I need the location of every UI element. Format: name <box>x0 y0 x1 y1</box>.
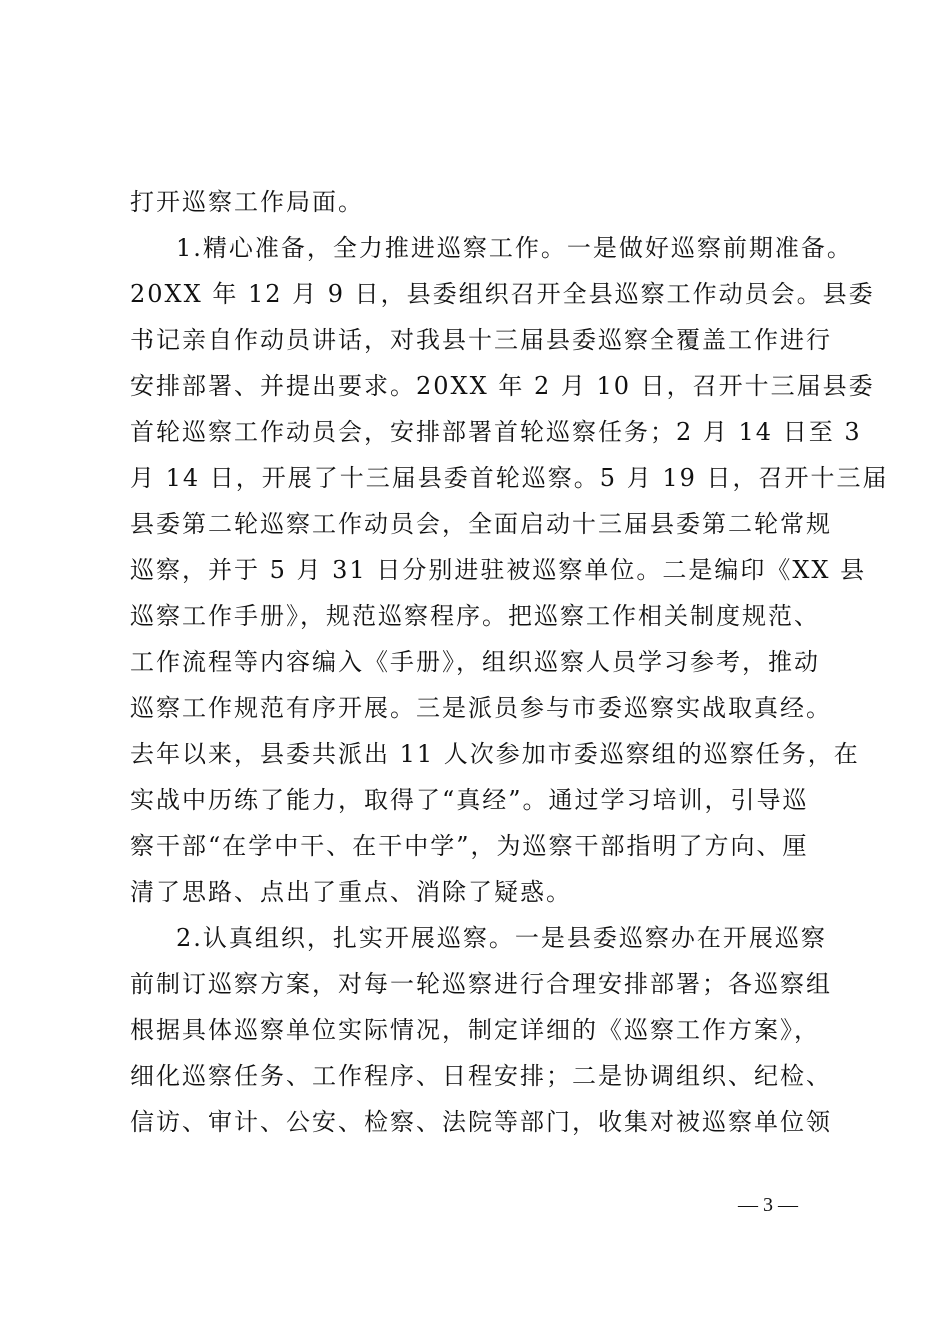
text-line: 实战中历练了能力，取得了“真经”。通过学习培训，引导巡 <box>130 786 809 814</box>
page-number: — 3 — <box>738 1194 798 1216</box>
paragraph-2-first-line: 2.认真组织，扎实开展巡察。一是县委巡察办在开展巡察 <box>176 924 827 952</box>
text-line: 书记亲自作动员讲话，对我县十三届县委巡察全覆盖工作进行 <box>130 326 832 354</box>
text-line: 察干部“在学中干、在干中学”，为巡察干部指明了方向、厘 <box>130 832 809 860</box>
text-line: 巡察工作规范有序开展。三是派员参与市委巡察实战取真经。 <box>130 694 832 722</box>
text-line: 根据具体巡察单位实际情况，制定详细的《巡察工作方案》， <box>130 1016 820 1044</box>
text-line: 首轮巡察工作动员会，安排部署首轮巡察任务；2 月 14 日至 3 <box>130 418 862 446</box>
text-line: 去年以来，县委共派出 11 人次参加市委巡察组的巡察任务，在 <box>130 740 860 768</box>
paragraph-1-first-line: 1.精心准备，全力推进巡察工作。一是做好巡察前期准备。 <box>176 234 853 262</box>
text-line: 20XX 年 12 月 9 日，县委组织召开全县巡察工作动员会。县委 <box>130 280 875 308</box>
text-line: 安排部署、并提出要求。20XX 年 2 月 10 日，召开十三届县委 <box>130 372 875 400</box>
text-line: 清了思路、点出了重点、消除了疑惑。 <box>130 878 572 906</box>
text-line: 细化巡察任务、工作程序、日程安排；二是协调组织、纪检、 <box>130 1062 832 1090</box>
text-line: 信访、审计、公安、检察、法院等部门，收集对被巡察单位领 <box>130 1108 832 1136</box>
text-line: 月 14 日，开展了十三届县委首轮巡察。5 月 19 日，召开十三届 <box>130 464 889 492</box>
text-line: 巡察工作手册》，规范巡察程序。把巡察工作相关制度规范、 <box>130 602 820 630</box>
text-line: 前制订巡察方案，对每一轮巡察进行合理安排部署；各巡察组 <box>130 970 832 998</box>
text-line: 县委第二轮巡察工作动员会，全面启动十三届县委第二轮常规 <box>130 510 832 538</box>
text-line: 工作流程等内容编入《手册》，组织巡察人员学习参考，推动 <box>130 648 820 676</box>
text-line: 打开巡察工作局面。 <box>130 188 364 216</box>
text-line: 巡察，并于 5 月 31 日分别进驻被巡察单位。二是编印《XX 县 <box>130 556 867 584</box>
